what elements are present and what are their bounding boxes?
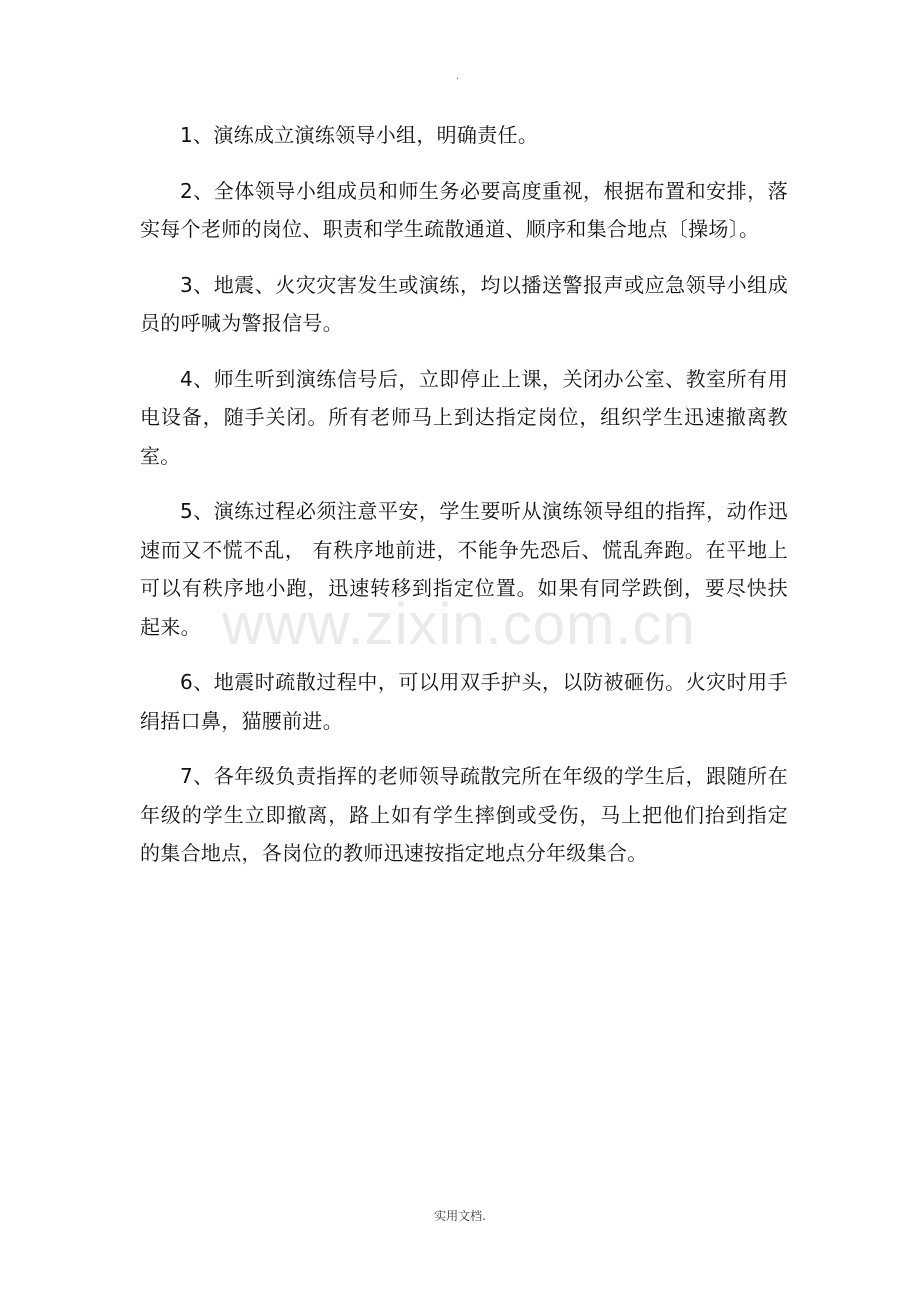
paragraph-5: 5、演练过程必须注意平安，学生要听从演练领导组的指挥，动作迅速而又不慌不乱， 有秩序地前进，不能争先恐后、慌乱奔跑。在平地上可以有秩序地小跑，迅速转移到指定位置。如果有同学跌倒，要尽快扶起来。: [140, 499, 788, 639]
page-footer: 实用文档.: [434, 1209, 486, 1223]
paragraph-4: 4、师生听到演练信号后，立即停止上课，关闭办公室、教室所有用电设备，随手关闭。所有老师马上到达指定岗位，组织学生迅速撤离教室。: [140, 366, 788, 468]
paragraph-2: 2、全体领导小组成员和师生务必要高度重视，根据布置和安排，落实每个老师的岗位、职责和学生疏散通道、顺序和集合地点〔操场〕。: [140, 178, 788, 241]
paragraph-1: 1、演练成立演练领导小组，明确责任。: [180, 123, 539, 147]
document-body: [140, 116, 788, 890]
paragraph-7: 7、各年级负责指挥的老师领导疏散完所在年级的学生后，跟随所在年级的学生立即撤离，路上如有学生摔倒或受伤，马上把他们抬到指定的集合地点，各岗位的教师迅速按指定地点分年级集合。: [140, 764, 788, 865]
header-dot: .: [456, 71, 460, 82]
paragraph-3: 3、地震、火灾灾害发生或演练，均以播送警报声或应急领导小组成员的呼喊为警报信号。: [140, 272, 788, 335]
watermark: www.zixin.com.cn: [222, 592, 696, 657]
paragraph-6: 6、地震时疏散过程中，可以用双手护头，以防被砸伤。火灾时用手绢捂口鼻，猫腰前进。: [140, 670, 788, 733]
